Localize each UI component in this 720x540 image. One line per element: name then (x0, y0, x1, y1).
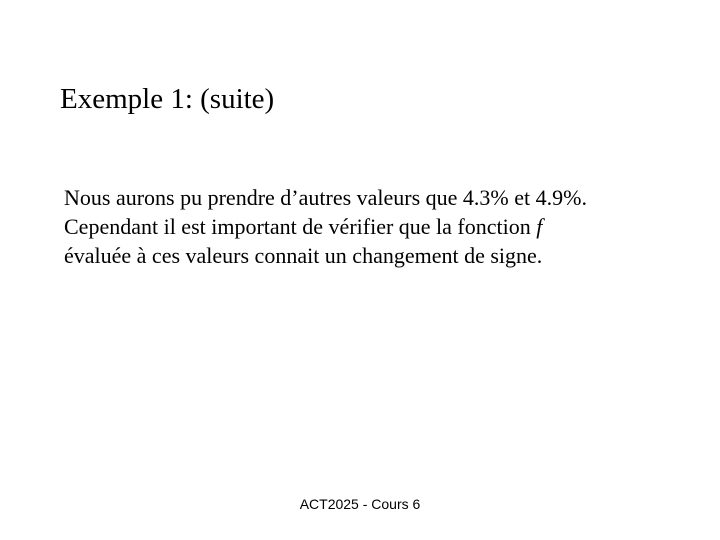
slide-footer: ACT2025 - Cours 6 (299, 496, 421, 512)
body-line-1: Nous aurons pu prendre d’autres valeurs que 4.3% et 4.9%. (64, 185, 587, 210)
body-line-3: évaluée à ces valeurs connait un changement de signe. (64, 243, 543, 268)
slide-body-text (64, 183, 664, 270)
function-variable: f (536, 214, 543, 239)
body-line-2 (64, 212, 664, 241)
body-line-2-text: Cependant il est important de vérifier que la fonction (64, 214, 537, 239)
slide-title: Exemple 1: (suite) (60, 83, 275, 115)
